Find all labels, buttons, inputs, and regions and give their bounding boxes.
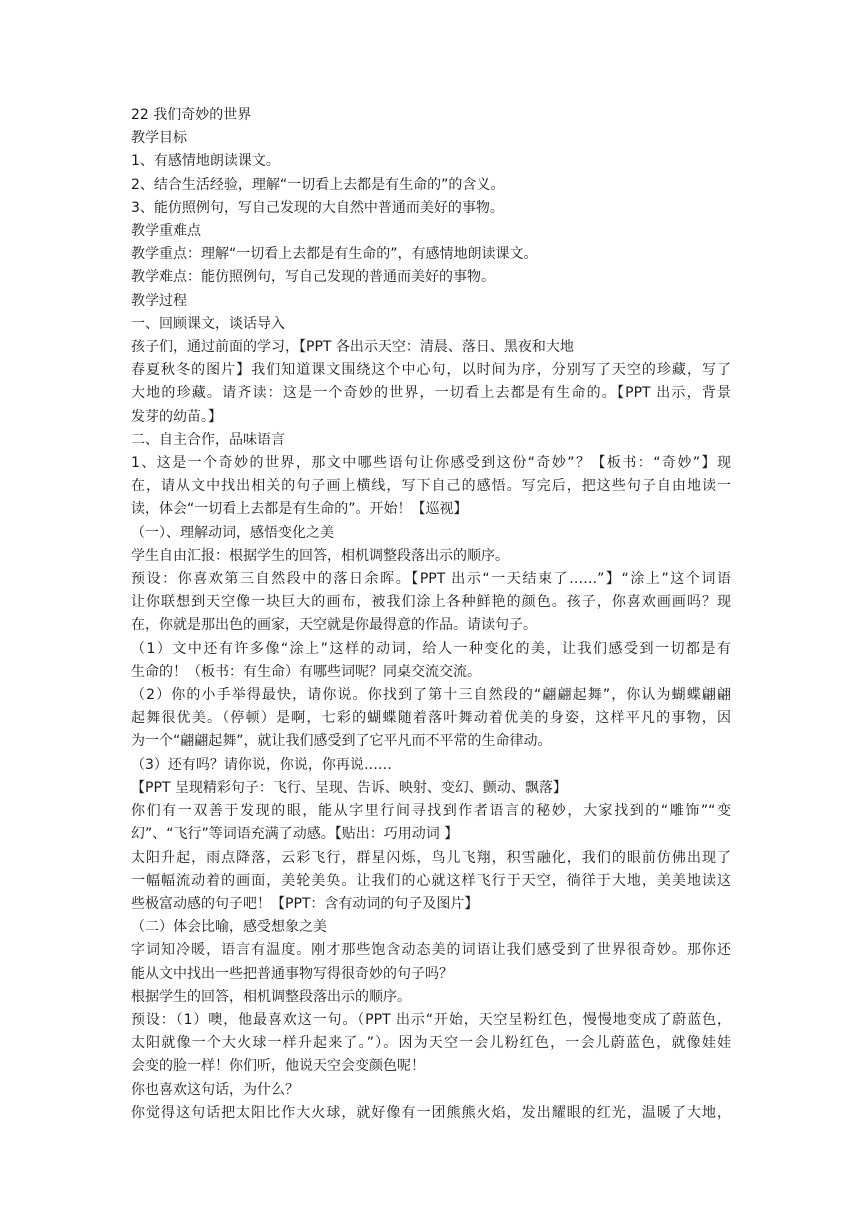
lesson-plan-document [131,104,731,1125]
objective-item: 1、有感情地朗读课文。 [131,153,280,170]
body-text-line: 学生自由汇报：根据学生的回答，相机调整段落出示的顺序。 [131,547,509,564]
section-heading-process: 教学过程 [131,292,187,309]
body-text-line: 根据学生的回答，相机调整段落出示的顺序。 [131,988,411,1005]
body-text-line: 预设：（1）噢，他最喜欢这一句。（PPT 出示“开始，天空呈粉红色，慢慢地变成了蔚蓝色， [131,1011,731,1028]
body-text-line: 【PPT 呈现精彩句子：飞行、呈现、告诉、映射、变幻、颤动、飘落】 [131,779,567,796]
body-text-line: 字词知冷暖，语言有温度。刚才那些饱含动态美的词语让我们感受到了世界很奇妙。那你还 [131,942,731,959]
body-text-line: 读，体会“一切看上去都是有生命的”。开始！【巡视】 [131,501,468,518]
body-text-line: 能从文中找出一些把普通事物写得很奇妙的句子吗？ [131,965,453,982]
lesson-title: 22 我们奇妙的世界 [131,107,252,123]
subsection-heading: （二）体会比喻，感受想象之美 [131,919,327,936]
body-text-line: 孩子们，通过前面的学习，【PPT 各出示天空：清晨、落日、黑夜和大地 [131,339,574,356]
body-text-line: 幻”、“飞行”等词语充满了动感。【贴出：巧用动词 】 [131,826,459,843]
body-text-line: 你也喜欢这句话，为什么？ [131,1081,299,1098]
body-text-line: 太阳就像一个大火球一样升起来了。”）。因为天空一会儿粉红色，一会儿蔚蓝色，就像娃娃 [131,1035,731,1052]
body-text-line: （2）你的小手举得最快，请你说。你找到了第十三自然段的“翩翩起舞”，你认为蝴蝶翩翩 [131,687,731,704]
body-text-line: 生命的！（板书：有生命）有哪些词呢？同桌交流交流。 [131,663,481,680]
key-point-line: 教学重点：理解“一切看上去都是有生命的”，有感情地朗读课文。 [131,246,538,263]
body-text-line: 会变的脸一样！你们听，他说天空会变颜色呢！ [131,1058,425,1075]
body-text-line: 春夏秋冬的图片】我们知道课文围绕这个中心句，以时间为序，分别写了天空的珍藏，写了 [131,362,731,379]
body-text-line: 些极富动感的句子吧！【PPT：含有动词的句子及图片】 [131,895,479,912]
section-heading-key-points: 教学重难点 [131,223,201,240]
body-text-line: 发芽的幼苗。】 [131,408,222,425]
body-text-line: 你们有一双善于发现的眼，能从字里行间寻找到作者语言的秘妙，大家找到的“雕饰”“变 [131,803,731,820]
body-text-line: 在，你就是那出色的画家，天空就是你最得意的作品。请读句子。 [131,617,537,634]
body-text-line: 在，请从文中找出相关的句子画上横线，写下自己的感悟。写完后，把这些句子自由地读一 [131,478,731,495]
difficulty-line: 教学难点：能仿照例句，写自己发现的普通而美好的事物。 [131,269,495,286]
section-heading-objectives: 教学目标 [131,130,187,147]
body-text-line: 你觉得这句话把太阳比作大火球，就好像有一团熊熊火焰，发出耀眼的红光，温暖了大地， [131,1104,731,1121]
body-text-line: 预设：你喜欢第三自然段中的落日余晖。【PPT 出示“一天结束了……”】“涂上”这个词语 [131,571,731,588]
objective-item: 2、结合生活经验，理解“一切看上去都是有生命的”的含义。 [131,176,505,193]
body-text-line: 一幅幅流动着的画面，美轮美奂。让我们的心就这样飞行于天空，徜徉于大地，美美地读这 [131,872,731,889]
subsection-heading: 一、回顾课文，谈话导入 [131,315,285,332]
body-text-line: 让你联想到天空像一块巨大的画布，被我们涂上各种鲜艳的颜色。孩子，你喜欢画画吗？现 [131,594,731,611]
body-text-line: 1、这是一个奇妙的世界，那文中哪些语句让你感受到这份“奇妙”？【板书：“奇妙”】现 [131,455,731,472]
body-text-line: （3）还有吗？请你说，你说，你再说…… [131,756,392,773]
objective-item: 3、能仿照例句，写自己发现的大自然中普通而美好的事物。 [131,199,504,216]
body-text-line: 大地的珍藏。请齐读：这是一个奇妙的世界，一切看上去都是有生命的。【PPT 出示，背景 [131,385,731,402]
body-text-line: 为一个“翩翩起舞”，就让我们感受到了它平凡而不平常的生命律动。 [131,733,552,750]
subsection-heading: （一）、理解动词，感悟变化之美 [131,524,334,541]
body-text-line: 起舞很优美。（停顿）是啊，七彩的蝴蝶随着落叶舞动着优美的身姿，这样平凡的事物，因 [131,710,731,727]
body-text-line: （1）文中还有许多像“涂上”这样的动词，给人一种变化的美，让我们感受到一切都是有 [131,640,731,657]
body-text-line: 太阳升起，雨点降落，云彩飞行，群星闪烁，鸟儿飞翔，积雪融化，我们的眼前仿佛出现了 [131,849,731,866]
subsection-heading: 二、自主合作，品味语言 [131,431,285,448]
